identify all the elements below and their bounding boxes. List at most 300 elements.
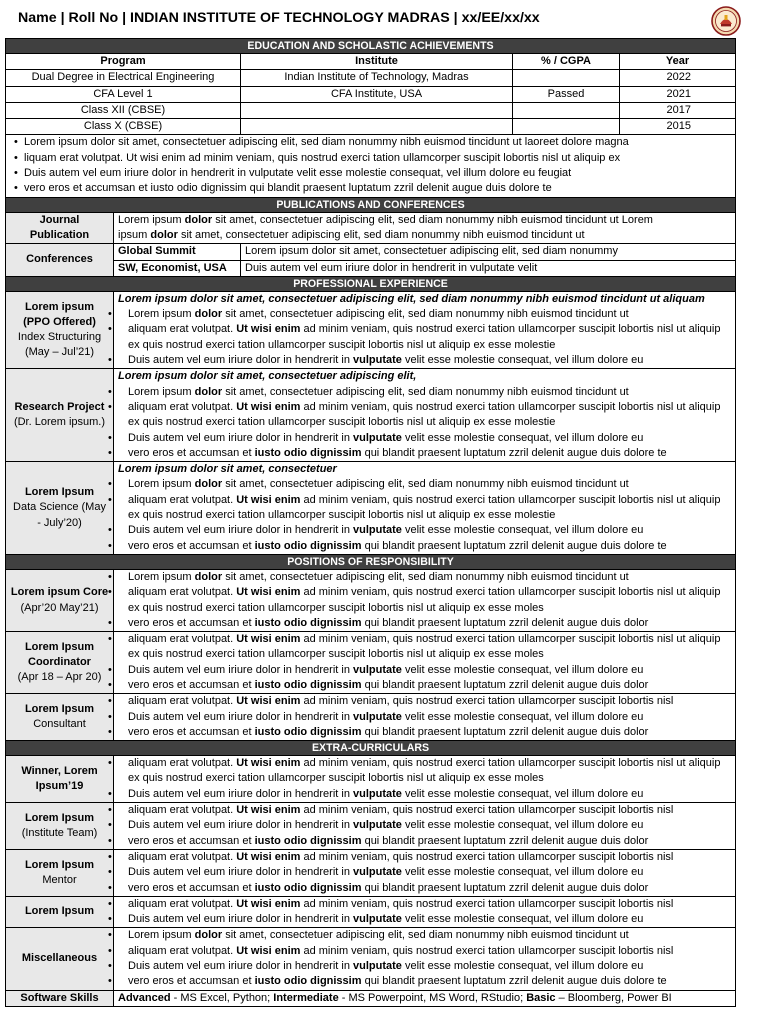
entry-heading: Lorem ipsum dolor sit amet, consectetuer adipiscing elit, <box>118 370 417 383</box>
bullet-icon: • <box>108 524 112 537</box>
bullet-icon: • <box>108 710 112 723</box>
bullet-icon: • <box>108 539 112 552</box>
entry-label-title: Journal Publication <box>29 213 90 241</box>
iitm-seal-icon <box>711 6 741 36</box>
bullet-line <box>108 400 731 431</box>
extra-entry-row <box>6 896 736 928</box>
bullet-line <box>108 756 731 787</box>
experience-entry-row <box>6 462 736 555</box>
bullet-text: vero eros et accumsan et <box>128 834 255 847</box>
bullet-line <box>108 663 731 678</box>
page-title: Name | Roll No | INDIAN INSTITUTE OF TECHNOLOGY MADRAS | xx/EE/xx/xx <box>18 10 540 26</box>
bullet-text: ad minim veniam, quis nostrud exerci tation ullamcorper suscipit lobortis nisl <box>300 804 674 817</box>
bullet-text: qui blandit praesent luptatum zzril delenit augue duis dolor <box>361 834 649 847</box>
program-cell: Dual Degree in Electrical Engineering <box>6 70 241 86</box>
program-cell: CFA Level 1 <box>6 86 241 102</box>
program-cell: Class X (CBSE) <box>6 119 241 135</box>
bullet-text: Duis autem vel eum iriure dolor in hendrerit in <box>128 787 353 800</box>
bullet-bold-text: vulputate <box>353 354 402 367</box>
bullet-bold-text: vulputate <box>353 431 402 444</box>
section-header-row <box>6 197 736 212</box>
cgpa-cell: Passed <box>513 86 620 102</box>
bullet-icon: • <box>108 929 112 942</box>
publications-section-header <box>6 197 736 212</box>
bullet-text: qui blandit praesent luptatum zzril delenit augue duis dolor <box>361 725 649 738</box>
bullet-line <box>108 912 731 927</box>
bullet-bold-text: dolor <box>194 308 223 321</box>
bullet-icon: • <box>108 308 112 321</box>
extra-entry-content <box>108 803 736 850</box>
education-header-row <box>6 54 736 70</box>
extra-entry-content <box>108 756 736 803</box>
bullet-bold-text: iusto odio dignissim <box>254 725 362 738</box>
bullet-bold-text: vulputate <box>353 787 402 800</box>
entry-label-subtitle: (Apr’20 May’21) <box>20 601 99 614</box>
bullet-line <box>108 944 731 959</box>
bullet-icon: • <box>108 897 112 910</box>
bullet-text: aliquam erat volutpat. <box>128 633 237 646</box>
bullet-line <box>108 974 731 989</box>
entry-label-title: Lorem Ipsum <box>24 811 95 824</box>
bullet-text: aliquam erat volutpat. <box>128 695 237 708</box>
bullet-icon: • <box>108 400 112 413</box>
conference-text: Lorem ipsum dolor sit amet, consectetuer adipiscing elit, sed diam nonummy <box>241 244 736 260</box>
experience-entry-row <box>6 369 736 462</box>
entry-label <box>6 756 114 803</box>
bullet-text: vero eros et accumsan et <box>128 616 255 629</box>
extra-entry-content <box>108 928 736 990</box>
experience-entry-content <box>108 291 736 368</box>
entry-heading: Lorem ipsum dolor sit amet, consectetuer <box>118 463 337 476</box>
header <box>5 6 735 38</box>
bullet-line <box>108 865 731 880</box>
bullet-text: qui blandit praesent luptatum zzril delenit augue duis dolore te <box>361 975 667 988</box>
journal-text <box>114 212 736 244</box>
bullet-icon: • <box>108 570 112 583</box>
bullet-text: ad minim veniam, quis nostrud exerci tation ullamcorper suscipit lobortis nisl ut aliquip ex quis nostrud exerci tation ullamcorper suscipit lobortis nisl ut aliquip ex esse molestie <box>128 323 721 351</box>
bullet-icon: • <box>108 586 112 599</box>
skills-row <box>6 990 736 1006</box>
journal-row <box>6 212 736 244</box>
bullet-bold-text: iusto odio dignissim <box>254 539 362 552</box>
bullet-icon: • <box>108 913 112 926</box>
bullet-text: Lorem ipsum <box>128 929 195 942</box>
positions-entry-row <box>6 632 736 694</box>
bullet-icon: • <box>108 834 112 847</box>
section-title: EXTRA-CURRICULARS <box>311 742 430 755</box>
conference-text: Duis autem vel eum iriure dolor in hendrerit in vulputate velit <box>241 260 736 276</box>
text: dolor <box>150 228 178 241</box>
bullet-icon: • <box>108 385 112 398</box>
cgpa-cell <box>513 119 620 135</box>
extra-entry-row <box>6 849 736 896</box>
text: Lorem ipsum <box>118 213 185 226</box>
positions-entry-row <box>6 694 736 741</box>
bullet-text: aliquam erat volutpat. <box>128 400 237 413</box>
year-cell: 2015 <box>620 119 736 135</box>
bullet-icon: • <box>108 757 112 770</box>
bullet-line <box>108 850 731 865</box>
institute-cell <box>241 102 513 118</box>
bullet-text: Lorem ipsum <box>128 570 195 583</box>
bullet-line <box>108 818 731 833</box>
bullet-text: Duis autem vel eum iriure dolor in hendrerit in <box>128 431 353 444</box>
journal-label <box>6 212 114 244</box>
section-header-row <box>6 39 736 54</box>
bullet-bold-text: dolor <box>194 929 223 942</box>
bullet-line <box>108 307 731 322</box>
education-bullets-row <box>6 135 736 197</box>
bullet-bold-text: vulputate <box>353 819 402 832</box>
bullet-icon: • <box>108 787 112 800</box>
conferences-label <box>6 244 114 277</box>
skill-level-basic: Basic <box>526 991 556 1004</box>
bullet-text: sit amet, consectetuer adipiscing elit, sed diam nonummy nibh euismod tincidunt ut <box>222 570 629 583</box>
program-cell: Class XII (CBSE) <box>6 102 241 118</box>
bullet-text: velit esse molestie consequat, vel illum dolore eu <box>401 354 644 367</box>
education-row <box>6 70 736 86</box>
bullet-line <box>14 135 731 150</box>
bullet-icon: • <box>108 850 112 863</box>
entry-heading: Lorem ipsum dolor sit amet, consectetuer adipiscing elit, sed diam nonummy nibh euismod tincidunt ut aliquam <box>118 292 705 305</box>
bullet-line <box>108 616 731 631</box>
entry-label-title: Miscellaneous <box>21 952 98 965</box>
positions-entry-content <box>108 569 736 631</box>
bullet-bold-text: Ut wisi enim <box>236 695 301 708</box>
bullet-icon: • <box>14 136 18 149</box>
text: - MS Excel, Python; <box>170 991 274 1004</box>
bullet-text: Duis autem vel eum iriure dolor in hendrerit in <box>128 663 353 676</box>
bullet-bold-text: Ut wisi enim <box>236 633 301 646</box>
bullet-text: Duis autem vel eum iriure dolor in hendrerit in vulputate velit esse molestie consequat, vel illum dolore eu feugiat <box>24 167 572 180</box>
bullet-bold-text: vulputate <box>353 710 402 723</box>
bullet-icon: • <box>14 182 18 195</box>
entry-label-subtitle: (Dr. Lorem ipsum.) <box>13 416 106 429</box>
entry-label-title: Lorem ipsum (PPO Offered) <box>23 300 96 328</box>
entry-label <box>6 694 114 741</box>
bullet-icon: • <box>108 960 112 973</box>
education-row <box>6 119 736 135</box>
bullet-line <box>108 477 731 492</box>
entry-label-subtitle: Data Science (May - July’20) <box>13 501 106 529</box>
bullet-text: Duis autem vel eum iriure dolor in hendrerit in <box>128 710 353 723</box>
entry-label-subtitle: Index Structuring (May – Jul’21) <box>17 331 102 359</box>
bullet-text: qui blandit praesent luptatum zzril delenit augue duis dolor <box>361 678 649 691</box>
entry-label-title: Lorem Ipsum Coordinator <box>24 640 95 669</box>
bullet-line <box>108 881 731 896</box>
bullet-text: ad minim veniam, quis nostrud exerci tation ullamcorper suscipit lobortis nisl <box>300 695 674 708</box>
bullet-text: ad minim veniam, quis nostrud exerci tation ullamcorper suscipit lobortis nisl ut aliquip ex quis nostrud exerci tation ullamcorper suscipit lobortis nisl ut aliquip ex esse moles <box>128 633 721 661</box>
bullet-text: qui blandit praesent luptatum zzril delenit augue duis dolore te <box>361 539 667 552</box>
section-header-row <box>6 554 736 569</box>
entry-label-title: Lorem Ipsum <box>24 905 95 918</box>
bullet-bold-text: iusto odio dignissim <box>254 678 362 691</box>
bullet-line <box>14 166 731 181</box>
bullet-text: qui blandit praesent luptatum zzril delenit augue duis dolor <box>361 881 649 894</box>
text: ipsum <box>118 228 151 241</box>
bullet-text: aliquam erat volutpat. <box>128 804 237 817</box>
bullet-text: vero eros et accumsan et <box>128 725 255 738</box>
bullet-icon: • <box>108 663 112 676</box>
bullet-text: aliquam erat volutpat. <box>128 493 237 506</box>
bullet-bold-text: iusto odio dignissim <box>254 446 362 459</box>
bullet-icon: • <box>108 446 112 459</box>
skills-label <box>6 990 114 1006</box>
experience-section-header <box>6 276 736 291</box>
positions-entry-content <box>108 694 736 741</box>
bullet-line <box>108 322 731 353</box>
entry-label <box>6 896 114 928</box>
bullet-text: ad minim veniam, quis nostrud exerci tation ullamcorper suscipit lobortis nisl ut aliquip ex quis nostrud exerci tation ullamcorper suscipit lobortis nisl ut aliquip ex esse molestie <box>128 400 721 429</box>
bullet-line <box>108 694 731 709</box>
entry-label-title: Lorem Ipsum <box>24 486 95 499</box>
extra-section-header <box>6 741 736 756</box>
bullet-bold-text: iusto odio dignissim <box>254 975 362 988</box>
entry-label <box>6 291 114 368</box>
year-cell: 2017 <box>620 102 736 118</box>
text: sit amet, consectetuer adipiscing elit, sed diam nonummy nibh euismod tincidunt ut Lorem <box>212 213 653 226</box>
col-program: Program <box>6 54 241 70</box>
bullet-bold-text: vulputate <box>353 913 402 926</box>
bullet-icon: • <box>108 725 112 738</box>
bullet-text: Lorem ipsum <box>128 478 195 491</box>
bullet-text: Duis autem vel eum iriure dolor in hendrerit in <box>128 960 353 973</box>
bullet-line <box>108 897 731 912</box>
bullet-icon: • <box>108 478 112 491</box>
bullet-text: aliquam erat volutpat. <box>128 757 237 770</box>
entry-label-title: Conferences <box>26 253 93 266</box>
section-title: EDUCATION AND SCHOLASTIC ACHIEVEMENTS <box>247 40 494 52</box>
bullet-icon: • <box>108 323 112 336</box>
bullet-line <box>108 959 731 974</box>
bullet-text: vero eros et accumsan et <box>128 881 255 894</box>
bullet-text: velit esse molestie consequat, vel illum dolore eu <box>401 663 644 676</box>
bullet-icon: • <box>108 431 112 444</box>
bullet-bold-text: vulputate <box>353 524 402 537</box>
section-header-row <box>6 276 736 291</box>
bullet-text: velit esse molestie consequat, vel illum dolore eu <box>401 710 644 723</box>
extra-entry-row <box>6 803 736 850</box>
bullet-icon: • <box>108 695 112 708</box>
conference-row <box>6 244 736 260</box>
resume-table <box>5 38 736 1007</box>
bullet-bold-text: Ut wisi enim <box>236 757 301 770</box>
bullet-bold-text: vulputate <box>353 866 402 879</box>
bullet-icon: • <box>108 975 112 988</box>
bullet-bold-text: iusto odio dignissim <box>254 834 362 847</box>
bullet-text: ad minim veniam, quis nostrud exerci tation ullamcorper suscipit lobortis nisl <box>300 850 674 863</box>
extra-entry-content <box>108 896 736 928</box>
bullet-bold-text: dolor <box>194 385 223 398</box>
entry-label-subtitle: (Apr 18 – Apr 20) <box>17 671 102 684</box>
bullet-icon: • <box>108 493 112 506</box>
bullet-line <box>108 803 731 818</box>
conference-row <box>6 260 736 276</box>
bullet-bold-text: iusto odio dignissim <box>254 881 362 894</box>
bullet-text: qui blandit praesent luptatum zzril delenit augue duis dolor <box>361 616 649 629</box>
education-row <box>6 86 736 102</box>
skill-level-intermediate: Intermediate <box>273 991 339 1004</box>
entry-label <box>6 369 114 462</box>
bullet-icon: • <box>108 678 112 691</box>
cgpa-cell <box>513 70 620 86</box>
col-institute: Institute <box>241 54 513 70</box>
institute-cell: CFA Institute, USA <box>241 86 513 102</box>
entry-label-subtitle: Mentor <box>42 873 77 886</box>
bullet-text: velit esse molestie consequat, vel illum dolore eu <box>401 866 644 879</box>
bullet-bold-text: iusto odio dignissim <box>254 616 362 629</box>
bullet-bold-text: Ut wisi enim <box>236 493 301 506</box>
institute-cell <box>241 119 513 135</box>
positions-entry-content <box>108 632 736 694</box>
entry-label-title: Lorem Ipsum <box>24 858 95 871</box>
positions-entry-row <box>6 569 736 631</box>
entry-label <box>6 569 114 631</box>
bullet-text: Duis autem vel eum iriure dolor in hendrerit in <box>128 819 353 832</box>
bullet-text: Duis autem vel eum iriure dolor in hendrerit in <box>128 524 353 537</box>
bullet-line <box>14 151 731 166</box>
bullet-icon: • <box>108 866 112 879</box>
bullet-bold-text: Ut wisi enim <box>236 323 301 336</box>
bullet-text: Duis autem vel eum iriure dolor in hendrerit in <box>128 913 353 926</box>
bullet-line <box>108 493 731 524</box>
education-row <box>6 102 736 118</box>
bullet-text: aliquam erat volutpat. <box>128 897 237 910</box>
bullet-line <box>108 446 731 461</box>
text: - MS Powerpoint, MS Word, RStudio; <box>338 991 527 1004</box>
extra-entry-row <box>6 928 736 990</box>
bullet-text: velit esse molestie consequat, vel illum dolore eu <box>401 787 644 800</box>
bullet-text: velit esse molestie consequat, vel illum dolore eu <box>401 431 644 444</box>
bullet-bold-text: Ut wisi enim <box>236 897 301 910</box>
bullet-bold-text: Ut wisi enim <box>236 944 301 957</box>
bullet-line <box>108 678 731 693</box>
bullet-bold-text: Ut wisi enim <box>236 804 301 817</box>
bullet-icon: • <box>108 616 112 629</box>
bullet-text: aliquam erat volutpat. <box>128 850 237 863</box>
bullet-text: sit amet, consectetuer adipiscing elit, sed diam nonummy nibh euismod tincidunt ut <box>222 308 629 321</box>
bullet-text: aliquam erat volutpat. <box>128 944 237 957</box>
bullet-bold-text: Ut wisi enim <box>236 586 301 599</box>
bullet-icon: • <box>108 944 112 957</box>
bullet-line <box>108 431 731 446</box>
bullet-bold-text: dolor <box>194 478 223 491</box>
section-title: POSITIONS OF RESPONSIBILITY <box>287 555 454 568</box>
bullet-text: ad minim veniam, quis nostrud exerci tation ullamcorper suscipit lobortis nisl ut aliquip ex quis nostrud exerci tation ullamcorper suscipit lobortis nisl ut aliquip ex esse moles <box>128 757 721 785</box>
bullet-text: Duis autem vel eum iriure dolor in hendrerit in <box>128 866 353 879</box>
entry-label-title: Winner, Lorem Ipsum’19 <box>21 764 98 793</box>
entry-label-title: Lorem ipsum Core <box>10 586 109 599</box>
col-year: Year <box>620 54 736 70</box>
entry-label <box>6 803 114 850</box>
bullet-text: ad minim veniam, quis nostrud exerci tation ullamcorper suscipit lobortis nisl <box>300 897 674 910</box>
section-title: PROFESSIONAL EXPERIENCE <box>293 277 448 290</box>
bullet-bold-text: vulputate <box>353 960 402 973</box>
entry-label <box>6 928 114 990</box>
extra-entry-row <box>6 756 736 803</box>
bullet-line <box>108 928 731 943</box>
cgpa-cell <box>513 102 620 118</box>
bullet-line <box>14 181 731 196</box>
entry-label-title: Lorem Ipsum <box>24 702 95 715</box>
bullet-line <box>108 539 731 554</box>
resume-page <box>5 6 735 1007</box>
bullet-line <box>108 787 731 802</box>
conference-name: SW, Economist, USA <box>114 260 241 276</box>
bullet-bold-text: Ut wisi enim <box>236 400 301 413</box>
text: – Bloomberg, Power BI <box>555 991 672 1004</box>
bullet-text: vero eros et accumsan et iusto odio dignissim qui blandit praesent luptatum zzril delenit augue duis dolore te <box>24 182 552 195</box>
education-bullets <box>6 135 736 197</box>
experience-entry-content <box>108 369 736 462</box>
text: sit amet, consectetuer adipiscing elit, sed diam nonummy nibh euismod tincidunt ut <box>177 228 585 241</box>
bullet-line <box>108 385 731 400</box>
conference-name: Global Summit <box>114 244 241 260</box>
education-section-header <box>6 39 736 54</box>
bullet-icon: • <box>108 633 112 646</box>
bullet-text: Duis autem vel eum iriure dolor in hendrerit in <box>128 354 353 367</box>
entry-label <box>6 849 114 896</box>
bullet-text: vero eros et accumsan et <box>128 975 255 988</box>
bullet-bold-text: dolor <box>194 570 223 583</box>
institute-cell: Indian Institute of Technology, Madras <box>241 70 513 86</box>
section-title: PUBLICATIONS AND CONFERENCES <box>276 198 465 211</box>
bullet-text: sit amet, consectetuer adipiscing elit, sed diam nonummy nibh euismod tincidunt ut <box>222 929 629 942</box>
bullet-text: liquam erat volutpat. Ut wisi enim ad minim veniam, quis nostrud exerci tation ullamcorper suscipit lobortis nisl ut aliquip ex <box>24 151 621 164</box>
bullet-line <box>108 834 731 849</box>
bullet-text: Lorem ipsum dolor sit amet, consectetuer adipiscing elit, sed diam nonummy nibh euismod tincidunt ut laoreet dolore magna <box>24 136 629 149</box>
experience-entry-row <box>6 291 736 368</box>
bullet-text: qui blandit praesent luptatum zzril delenit augue duis dolore te <box>361 446 667 459</box>
bullet-icon: • <box>14 151 18 164</box>
bullet-text: vero eros et accumsan et <box>128 446 255 459</box>
text: dolor <box>184 213 213 226</box>
bullet-line <box>108 570 731 585</box>
skills-text <box>114 990 736 1006</box>
bullet-text: aliquam erat volutpat. <box>128 586 237 599</box>
bullet-text: ad minim veniam, quis nostrud exerci tation ullamcorper suscipit lobortis nisl ut aliquip ex quis nostrud exerci tation ullamcorper suscipit lobortis nisl ut aliquip ex esse moles <box>128 586 721 614</box>
entry-label-subtitle: Consultant <box>33 718 86 731</box>
bullet-icon: • <box>108 819 112 832</box>
bullet-text: velit esse molestie consequat, vel illum dolore eu <box>401 524 644 537</box>
bullet-line <box>108 353 731 368</box>
entry-label-title: Research Project <box>14 400 105 413</box>
entry-label <box>6 462 114 555</box>
bullet-text: ad minim veniam, quis nostrud exerci tation ullamcorper suscipit lobortis nisl ut aliquip ex quis nostrud exerci tation ullamcorper suscipit lobortis nisl ut aliquip ex esse molestie <box>128 493 721 522</box>
bullet-text: Lorem ipsum <box>128 385 195 398</box>
bullet-line <box>108 725 731 740</box>
bullet-text: vero eros et accumsan et <box>128 678 255 691</box>
bullet-line <box>108 585 731 616</box>
bullet-icon: • <box>14 167 18 180</box>
bullet-icon: • <box>108 354 112 367</box>
bullet-text: vero eros et accumsan et <box>128 539 255 552</box>
bullet-text: velit esse molestie consequat, vel illum dolore eu <box>401 913 644 926</box>
year-cell: 2022 <box>620 70 736 86</box>
skill-level-advanced: Advanced <box>118 991 171 1004</box>
entry-label-title: Software Skills <box>20 991 99 1004</box>
bullet-line <box>108 632 731 663</box>
section-header-row <box>6 741 736 756</box>
bullet-text: ad minim veniam, quis nostrud exerci tation ullamcorper suscipit lobortis nisl <box>300 944 674 957</box>
bullet-icon: • <box>108 804 112 817</box>
bullet-bold-text: vulputate <box>353 663 402 676</box>
positions-section-header <box>6 554 736 569</box>
bullet-text: velit esse molestie consequat, vel illum dolore eu <box>401 819 644 832</box>
entry-label-subtitle: (Institute Team) <box>21 827 98 839</box>
bullet-text: aliquam erat volutpat. <box>128 323 237 336</box>
bullet-bold-text: Ut wisi enim <box>236 850 301 863</box>
